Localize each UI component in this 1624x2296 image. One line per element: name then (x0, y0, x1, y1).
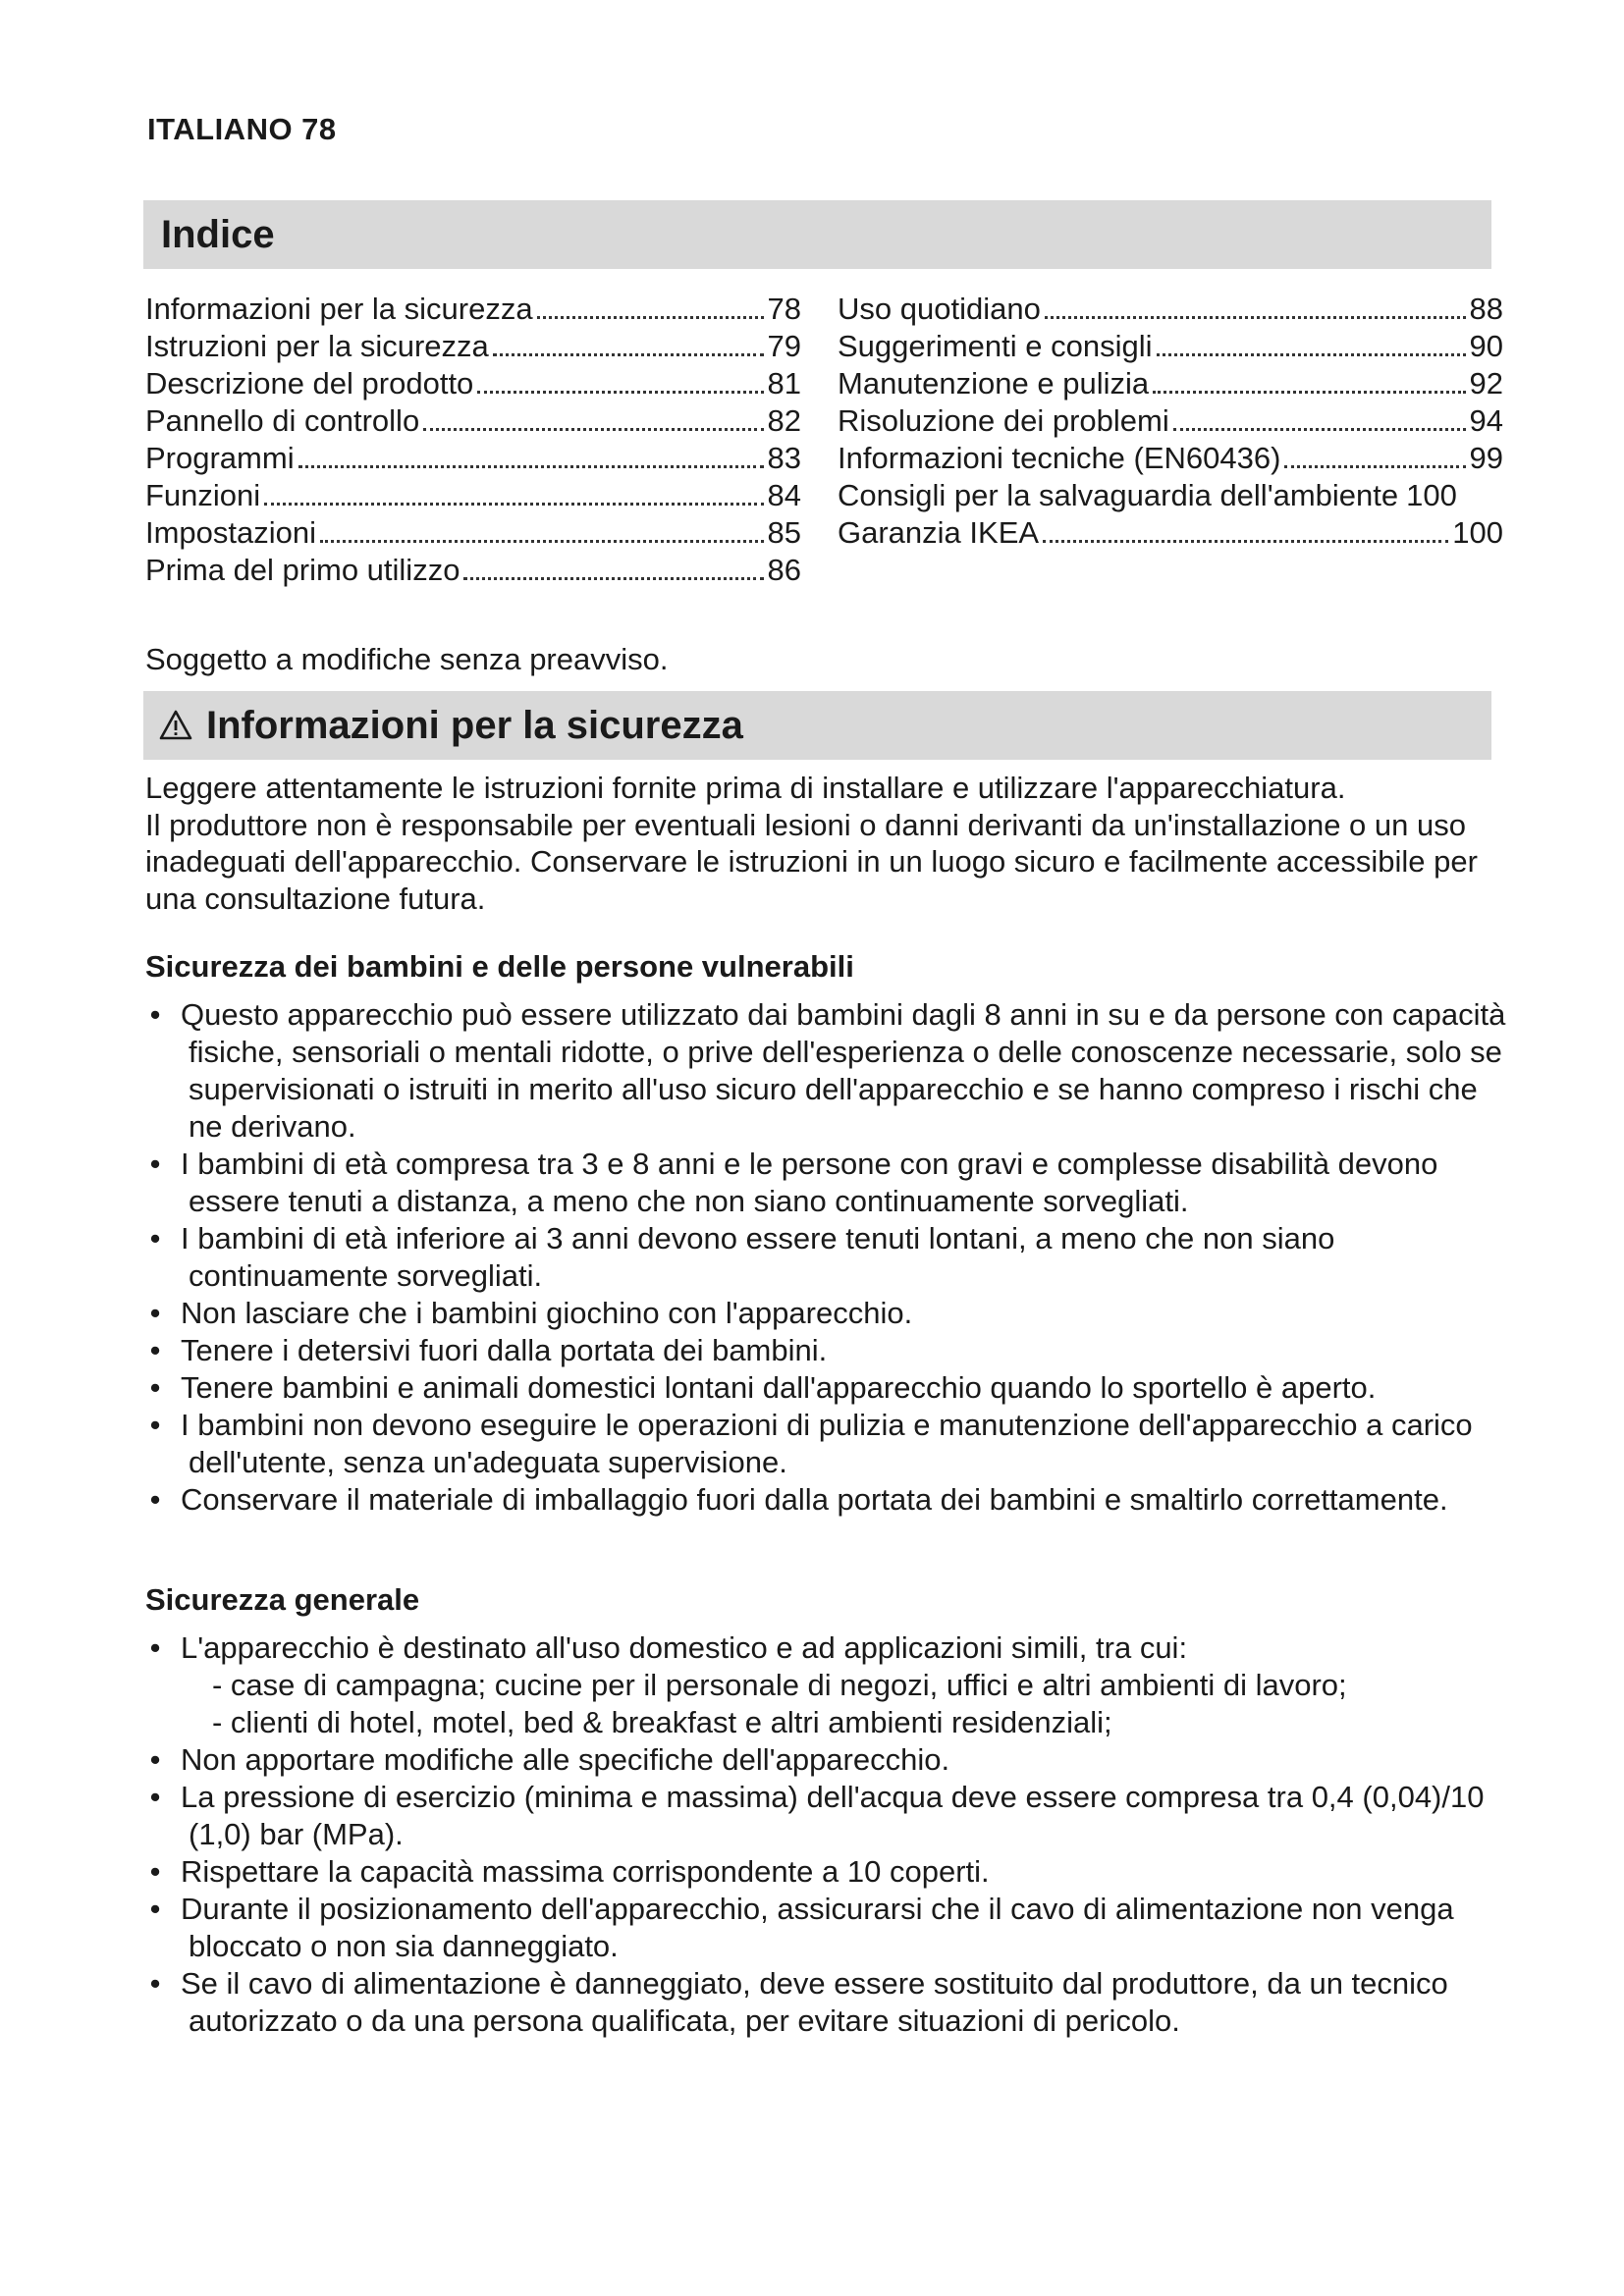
safety-intro (145, 770, 1500, 917)
toc-right-column (838, 291, 1503, 552)
toc-entry-page: 94 (1469, 403, 1503, 438)
toc-entry-label: Programmi (145, 441, 295, 475)
toc-title: Indice (161, 212, 275, 256)
toc-entry[interactable] (145, 402, 801, 440)
safety-title: Informazioni per la sicurezza (206, 703, 743, 747)
toc-entry[interactable] (838, 291, 1503, 328)
toc-entry[interactable] (145, 291, 801, 328)
toc-entry-page: 88 (1469, 292, 1503, 326)
toc-left-column (145, 291, 801, 589)
toc-entry-page: 83 (767, 441, 801, 475)
toc-entry[interactable] (838, 477, 1503, 514)
toc-entry[interactable] (145, 365, 801, 402)
toc-entry-label: Pannello di controllo (145, 403, 420, 438)
toc-entry-label: Garanzia IKEA (838, 515, 1040, 550)
list-item: • Rispettare la capacità massima corrispondente a 10 coperti. (149, 1854, 990, 1889)
toc-entry-page: 82 (767, 403, 801, 438)
page-header: ITALIANO 78 (147, 112, 337, 146)
sub-list-item: - clienti di hotel, motel, bed & breakfast e altri ambienti residenziali; (212, 1705, 1112, 1739)
list-item: • Non apportare modifiche alle specifiche dell'apparecchio. (149, 1742, 950, 1777)
toc-entry[interactable] (145, 440, 801, 477)
list-item: • Se il cavo di alimentazione è danneggiato, deve essere sostituito dal produttore, da un tecnico autorizzato o da una persona qualificata, per evitare situazioni di pericolo. (149, 1966, 1448, 2038)
list-item: • I bambini di età inferiore ai 3 anni devono essere tenuti lontani, a meno che non siano continuamente sorvegliati. (149, 1221, 1335, 1293)
list-item: • I bambini di età compresa tra 3 e 8 anni e le persone con gravi e complesse disabilità devono essere tenuti a distanza, a meno che non siano continuamente sorvegliati. (149, 1147, 1438, 1218)
toc-entry-page: 84 (767, 478, 801, 512)
change-notice: Soggetto a modifiche senza preavviso. (145, 642, 669, 676)
toc-entry[interactable] (145, 477, 801, 514)
toc-entry-label: Istruzioni per la sicurezza (145, 329, 489, 363)
toc-entry[interactable] (838, 328, 1503, 365)
general-safety-heading: Sicurezza generale (145, 1582, 420, 1617)
toc-entry-page: 85 (767, 515, 801, 550)
sub-list-item: - case di campagna; cucine per il personale di negozi, uffici e altri ambienti di lavoro; (212, 1668, 1347, 1702)
intro-paragraph: Leggere attentamente le istruzioni fornite prima di installare e utilizzare l'apparecchiatura. (145, 771, 1346, 805)
toc-entry-label: Informazioni per la sicurezza (145, 292, 533, 326)
toc-entry-label: Suggerimenti e consigli (838, 329, 1153, 363)
toc-entry[interactable] (145, 328, 801, 365)
toc-entry-label: Descrizione del prodotto (145, 366, 474, 400)
sub-list (181, 1667, 1510, 1741)
toc-entry-label: Uso quotidiano (838, 292, 1041, 326)
list-item: • I bambini non devono eseguire le operazioni di pulizia e manutenzione dell'apparecchio a carico dell'utente, senza un'adeguata supervisione. (149, 1408, 1473, 1479)
toc-entry-label: Risoluzione dei problemi (838, 403, 1169, 438)
safety-heading-bar (143, 691, 1491, 760)
toc-entry-label: Impostazioni (145, 515, 317, 550)
list-item: • Questo apparecchio può essere utilizzato dai bambini dagli 8 anni in su e da persone con capacità fisiche, sensoriali o mentali ridotte, o prive dell'esperienza o delle conoscenze necessarie, solo se supervisionati o istruiti in merito all'uso sicuro dell'apparecchio e se hanno compreso i rischi che ne derivano. (149, 997, 1506, 1144)
toc-entry-page: 86 (767, 553, 801, 587)
toc-entry[interactable] (838, 365, 1503, 402)
toc-entry-label: Manutenzione e pulizia (838, 366, 1150, 400)
toc-entry[interactable] (838, 402, 1503, 440)
toc-entry-page: 92 (1469, 366, 1503, 400)
warning-triangle-icon (159, 709, 192, 742)
list-item: • Durante il posizionamento dell'apparecchio, assicurarsi che il cavo di alimentazione non venga bloccato o non sia danneggiato. (149, 1892, 1454, 1963)
toc-entry-page: 100 (1452, 515, 1503, 550)
intro-paragraph: Il produttore non è responsabile per eventuali lesioni o danni derivanti da un'installazione o un uso inadeguati dell'apparecchio. Conservare le istruzioni in un luogo sicuro e facilmente accessibile per una consultazione futura. (145, 807, 1478, 916)
list-item: • L'apparecchio è destinato all'uso domestico e ad applicazioni simili, tra cui: - case di campagna; cucine per il personale di negozi, uffici e altri ambienti di lavoro; - clienti di hotel, motel, bed & breakfast e altri ambienti residenziali; (145, 1629, 1510, 1741)
general-safety-list (145, 1629, 1510, 2040)
children-safety-heading: Sicurezza dei bambini e delle persone vulnerabili (145, 949, 854, 984)
toc-entry-page: 100 (1406, 478, 1457, 512)
toc-entry[interactable] (145, 552, 801, 589)
toc-entry-page: 78 (767, 292, 801, 326)
toc-entry[interactable] (838, 440, 1503, 477)
toc-entry-label: Consigli per la salvaguardia dell'ambiente (838, 478, 1399, 512)
toc-entry-label: Prima del primo utilizzo (145, 553, 460, 587)
toc-entry-label: Funzioni (145, 478, 261, 512)
toc-entry-page: 99 (1469, 441, 1503, 475)
toc-entry-page: 90 (1469, 329, 1503, 363)
list-item: • Non lasciare che i bambini giochino con l'apparecchio. (149, 1296, 913, 1330)
children-safety-list (145, 996, 1510, 1519)
toc-heading-bar (143, 200, 1491, 269)
toc-entry-page: 81 (767, 366, 801, 400)
list-item: • Conservare il materiale di imballaggio fuori dalla portata dei bambini e smaltirlo correttamente. (149, 1482, 1448, 1517)
list-item: • Tenere bambini e animali domestici lontani dall'apparecchio quando lo sportello è aperto. (149, 1370, 1377, 1405)
toc-entry-page: 79 (767, 329, 801, 363)
list-item: • La pressione di esercizio (minima e massima) dell'acqua deve essere compresa tra 0,4 (0,04)/10 (1,0) bar (MPa). (149, 1780, 1485, 1851)
toc-entry-label: Informazioni tecniche (EN60436) (838, 441, 1281, 475)
toc-entry[interactable] (145, 514, 801, 552)
toc-entry[interactable] (838, 514, 1503, 552)
list-item: • Tenere i detersivi fuori dalla portata dei bambini. (149, 1333, 828, 1367)
